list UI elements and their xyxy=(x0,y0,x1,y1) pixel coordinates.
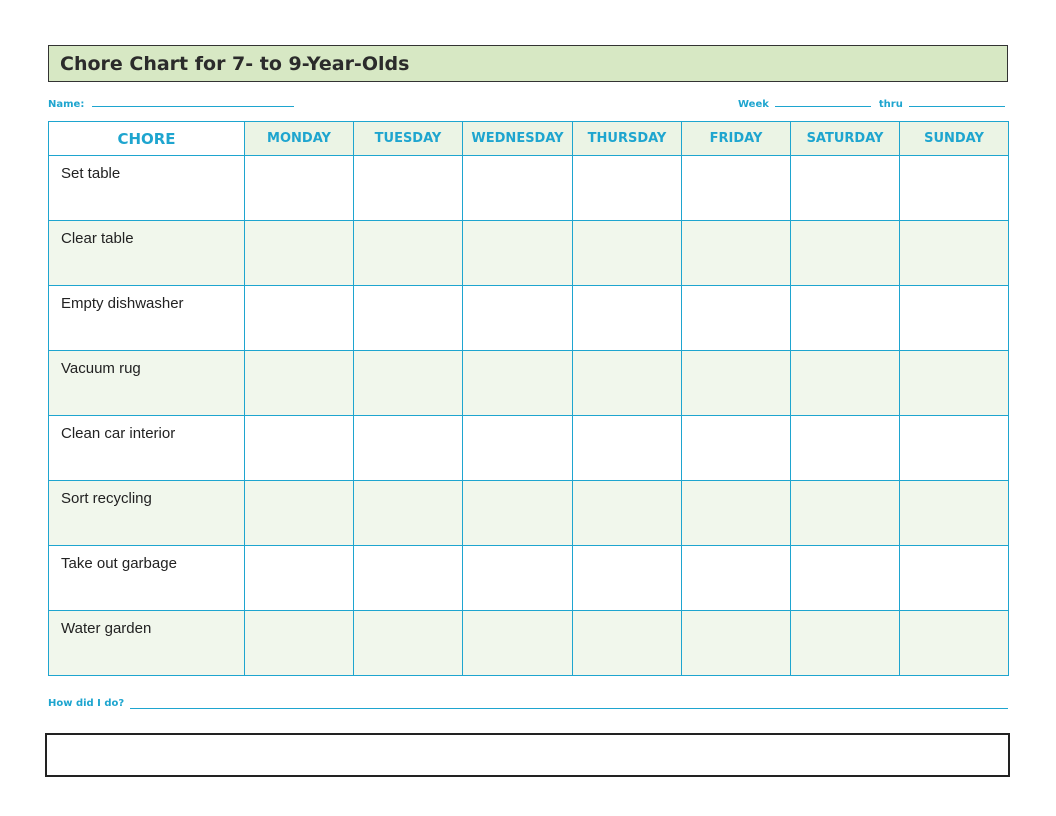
check-cell-thursday[interactable] xyxy=(573,416,682,481)
week-label: Week xyxy=(738,99,769,110)
check-cell-wednesday[interactable] xyxy=(463,481,573,546)
check-cell-tuesday[interactable] xyxy=(354,611,463,676)
day-header-sunday: SUNDAY xyxy=(900,122,1009,156)
table-row xyxy=(49,546,1009,611)
check-cell-thursday[interactable] xyxy=(573,156,682,221)
table-row xyxy=(49,221,1009,286)
table-row xyxy=(49,351,1009,416)
check-cell-sunday[interactable] xyxy=(900,351,1009,416)
check-cell-saturday[interactable] xyxy=(791,546,900,611)
check-cell-sunday[interactable] xyxy=(900,416,1009,481)
day-header-saturday: SATURDAY xyxy=(791,122,900,156)
check-cell-friday[interactable] xyxy=(682,351,791,416)
check-cell-saturday[interactable] xyxy=(791,416,900,481)
chore-label: Take out garbage xyxy=(49,546,245,611)
name-line[interactable] xyxy=(92,96,294,107)
check-cell-thursday[interactable] xyxy=(573,221,682,286)
check-cell-wednesday[interactable] xyxy=(463,156,573,221)
check-cell-saturday[interactable] xyxy=(791,351,900,416)
name-label: Name: xyxy=(48,99,85,110)
chore-label: Vacuum rug xyxy=(49,351,245,416)
check-cell-saturday[interactable] xyxy=(791,481,900,546)
table-row xyxy=(49,611,1009,676)
how-did-i-do-line[interactable] xyxy=(130,697,1008,709)
day-header-friday: FRIDAY xyxy=(682,122,791,156)
chore-table xyxy=(48,121,1009,676)
name-field[interactable] xyxy=(48,96,294,110)
check-cell-saturday[interactable] xyxy=(791,221,900,286)
check-cell-friday[interactable] xyxy=(682,221,791,286)
thru-label: thru xyxy=(878,99,903,110)
check-cell-tuesday[interactable] xyxy=(354,286,463,351)
day-header-wednesday: WEDNESDAY xyxy=(463,122,573,156)
check-cell-friday[interactable] xyxy=(682,416,791,481)
day-header-tuesday: TUESDAY xyxy=(354,122,463,156)
header-row xyxy=(49,122,1009,156)
check-cell-thursday[interactable] xyxy=(573,481,682,546)
check-cell-saturday[interactable] xyxy=(791,156,900,221)
chore-column-header: CHORE xyxy=(49,122,245,156)
check-cell-tuesday[interactable] xyxy=(354,351,463,416)
chore-label: Set table xyxy=(49,156,245,221)
table-row xyxy=(49,286,1009,351)
check-cell-wednesday[interactable] xyxy=(463,351,573,416)
chore-label: Empty dishwasher xyxy=(49,286,245,351)
check-cell-wednesday[interactable] xyxy=(463,416,573,481)
week-field[interactable] xyxy=(738,96,1005,110)
week-start-line[interactable] xyxy=(775,96,871,107)
chore-label: Water garden xyxy=(49,611,245,676)
chore-rows xyxy=(49,156,1009,676)
check-cell-monday[interactable] xyxy=(245,221,354,286)
check-cell-wednesday[interactable] xyxy=(463,286,573,351)
check-cell-wednesday[interactable] xyxy=(463,221,573,286)
check-cell-monday[interactable] xyxy=(245,546,354,611)
table-row xyxy=(49,416,1009,481)
check-cell-tuesday[interactable] xyxy=(354,156,463,221)
check-cell-thursday[interactable] xyxy=(573,286,682,351)
check-cell-sunday[interactable] xyxy=(900,481,1009,546)
check-cell-saturday[interactable] xyxy=(791,611,900,676)
check-cell-friday[interactable] xyxy=(682,156,791,221)
check-cell-sunday[interactable] xyxy=(900,221,1009,286)
notes-box[interactable] xyxy=(45,733,1010,777)
week-end-line[interactable] xyxy=(909,96,1005,107)
day-header-monday: MONDAY xyxy=(245,122,354,156)
check-cell-friday[interactable] xyxy=(682,611,791,676)
check-cell-wednesday[interactable] xyxy=(463,546,573,611)
how-did-i-do-field[interactable] xyxy=(48,697,1008,709)
chore-label: Clean car interior xyxy=(49,416,245,481)
check-cell-friday[interactable] xyxy=(682,546,791,611)
check-cell-thursday[interactable] xyxy=(573,351,682,416)
chore-label: Sort recycling xyxy=(49,481,245,546)
check-cell-tuesday[interactable] xyxy=(354,221,463,286)
table-row xyxy=(49,481,1009,546)
table-row xyxy=(49,156,1009,221)
day-header-thursday: THURSDAY xyxy=(573,122,682,156)
check-cell-tuesday[interactable] xyxy=(354,546,463,611)
check-cell-sunday[interactable] xyxy=(900,611,1009,676)
check-cell-monday[interactable] xyxy=(245,156,354,221)
check-cell-monday[interactable] xyxy=(245,286,354,351)
check-cell-thursday[interactable] xyxy=(573,611,682,676)
check-cell-monday[interactable] xyxy=(245,416,354,481)
how-did-i-do-label: How did I do? xyxy=(48,698,125,709)
check-cell-tuesday[interactable] xyxy=(354,481,463,546)
check-cell-monday[interactable] xyxy=(245,611,354,676)
page-title: Chore Chart for 7- to 9-Year-Olds xyxy=(60,53,410,75)
check-cell-thursday[interactable] xyxy=(573,546,682,611)
check-cell-sunday[interactable] xyxy=(900,546,1009,611)
title-bar xyxy=(48,45,1008,82)
check-cell-wednesday[interactable] xyxy=(463,611,573,676)
check-cell-friday[interactable] xyxy=(682,481,791,546)
check-cell-monday[interactable] xyxy=(245,481,354,546)
check-cell-friday[interactable] xyxy=(682,286,791,351)
check-cell-sunday[interactable] xyxy=(900,286,1009,351)
check-cell-sunday[interactable] xyxy=(900,156,1009,221)
chore-label: Clear table xyxy=(49,221,245,286)
check-cell-saturday[interactable] xyxy=(791,286,900,351)
check-cell-tuesday[interactable] xyxy=(354,416,463,481)
check-cell-monday[interactable] xyxy=(245,351,354,416)
